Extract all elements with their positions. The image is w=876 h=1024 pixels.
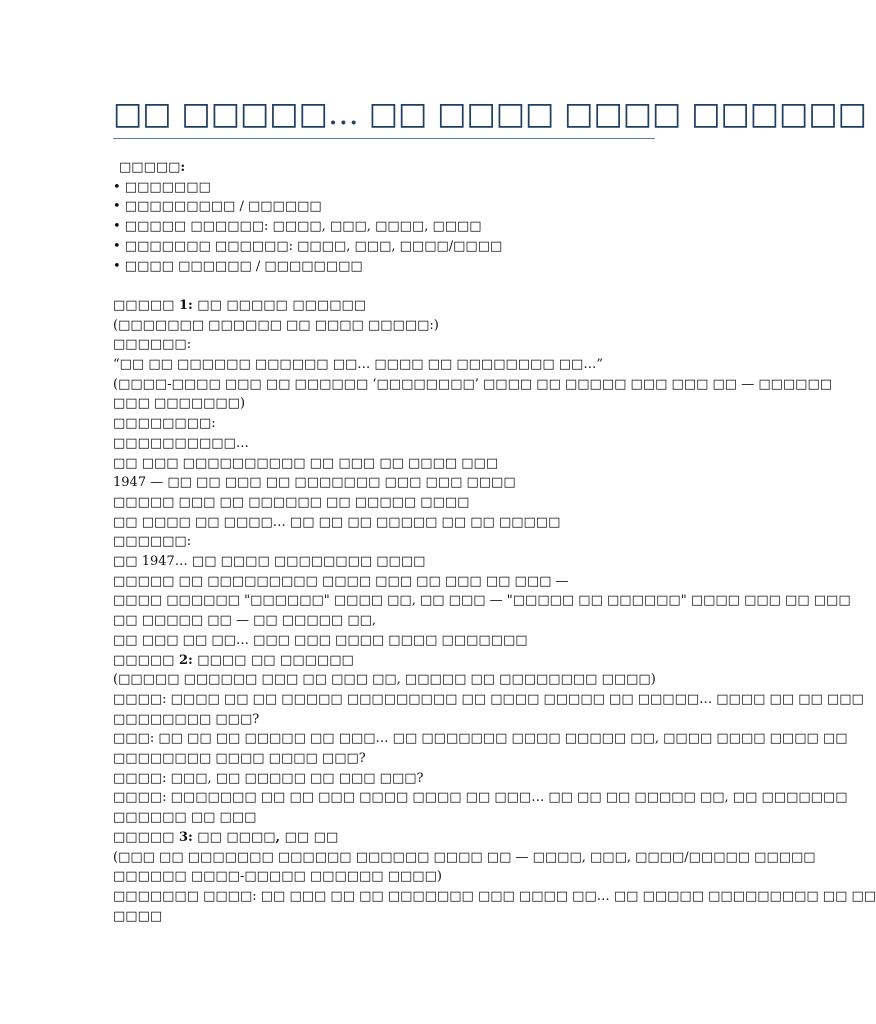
text-line: □□ □□□ □□ □□… □□□ □□□ □□□□ □□□□ □□□□□□□ (113, 632, 528, 648)
document-title: □□ □□□□□… □□ □□□□ □□□□ □□□□□□ (113, 96, 867, 132)
blank-line (113, 276, 658, 296)
text-line: □□□□□□□ □□□□: □□ □□□ □□ □□ □□□□□□□ □□□ □□□□ □□… □□ □□□□□ □□□□□□□□□ □□ □□ (113, 889, 876, 904)
text-line: □□□□□□: (113, 337, 192, 353)
text-line: □□□□□□□□ □□□? (113, 711, 260, 727)
text-line: □□□□: □□□□ □□ □□ □□□□□ □□□□□□□□□ □□ □□□□ □□□□□ □□ □□□□□… □□□□ □□ □□ □□□ (113, 691, 864, 707)
text-line: □□□□ □□□□□□ "□□□□□□" □□□□ □□, □□ □□□ — "□□□□□ □□ □□□□□□" □□□□ □□□ □□ □□□ (113, 593, 851, 609)
text-line: • □□□□□ □□□□□□: □□□□, □□□, □□□□, □□□□ (113, 219, 482, 235)
document-body (113, 158, 876, 926)
text-line: □□ 1947… □□ □□□□ □□□□□□□□ □□□□ (113, 554, 426, 570)
text-line: □□□□□□ □□ □□□ (113, 810, 257, 826)
text-line: □□□□: □□□, □□ □□□□□ □□ □□□ □□□? (113, 770, 424, 786)
section-heading: □□□□□ 2: □□□□ □□ □□□□□□ (113, 652, 354, 668)
text-line: (□□□□□□□ □□□□□□ □□ □□□□ □□□□□:) (113, 317, 439, 333)
text-line: □□□□□□□□ □□□□ □□□□ □□□? (113, 751, 366, 767)
text-line: □□□□: □□□□□□□ □□ □□ □□□ □□□□ □□□□ □□ □□□… □□ □□ □□ □□□□□ □□, □□ □□□□□□□ (113, 790, 848, 806)
section-heading: □□□□□ 1: □□ □□□□□ □□□□□□ (113, 297, 367, 313)
text-line: (□□□□-□□□□ □□□ □□ □□□□□□ ‘□□□□□□□□’ □□□□ □□ □□□□□ □□□ □□□ □□ — □□□□□□ (113, 376, 833, 392)
text-line: □□□ □□□□□□□) (113, 396, 246, 412)
text-line: □□□□□ □□ □□□□□□□□□ □□□□ □□□ □□ □□□ □□ □□□ — (113, 573, 569, 589)
text-line: • □□□□□□□ (113, 179, 211, 195)
text-line: (□□□ □□ □□□□□□□ □□□□□□ □□□□□□ □□□□ □□ — □□□□, □□□, □□□□/□□□□□ □□□□□ (113, 849, 816, 865)
text-line: □□□□ (113, 908, 163, 924)
text-line: □□□□□ □□□ □□ □□□□□□ □□ □□□□□ □□□□ (113, 494, 470, 510)
text-line: 1947 — □□ □□ □□□ □□ □□□□□□□ □□□ □□□ □□□□ (113, 475, 516, 491)
text-line: • □□□□□□□ □□□□□□: □□□□, □□□, □□□□/□□□□ (113, 238, 503, 254)
text-line: □□□□□□ □□□□-□□□□□ □□□□□□ □□□□) (113, 869, 442, 885)
text-line: □□□□□□: (113, 534, 192, 550)
title-underline (113, 138, 655, 139)
text-line: □□□□□□□□□□… (113, 435, 249, 451)
text-line: □□ □□□ □□□□□□□□□□ □□ □□□ □□ □□□□ □□□ (113, 455, 499, 471)
text-line: □□□□□□□□: (113, 416, 216, 432)
section-heading: □□□□□ 3: □□ □□□□, □□ □□ (113, 829, 339, 845)
text-line: • □□□□ □□□□□□ / □□□□□□□□ (113, 258, 363, 274)
text-line: □□ □□□□ □□ □□□□… □□ □□ □□ □□□□□ □□ □□ □□□□□ (113, 514, 561, 530)
section-heading: □□□□□: (119, 160, 186, 175)
text-line: • □□□□□□□□□ / □□□□□□ (113, 199, 322, 215)
text-line: □□ □□□□□ □□ — □□ □□□□□ □□, (113, 613, 377, 629)
text-line: □□□: □□ □□ □□ □□□□□ □□ □□□… □□ □□□□□□□ □□□□ □□□□□ □□, □□□□ □□□□ □□□□ □□ (113, 731, 848, 747)
text-line: (□□□□□ □□□□□□ □□□ □□ □□□ □□, □□□□□ □□ □□□□□□□□ □□□□) (113, 672, 656, 688)
text-line: “□□ □□ □□□□□□ □□□□□□ □□… □□□□ □□ □□□□□□□□ □□…” (113, 357, 603, 373)
